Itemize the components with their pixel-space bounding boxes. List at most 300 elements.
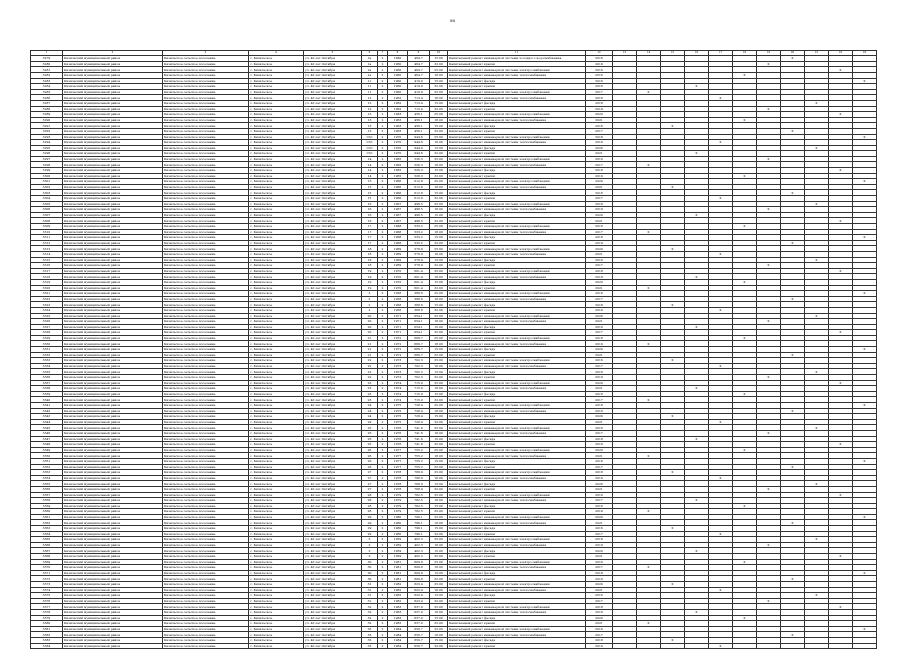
cell-year: 1960 [388,61,408,67]
cell-settlement: Кизильское сельское поселение [163,319,249,325]
cell-work: Капитальный ремонт фасада [448,391,586,397]
cell-share: 32.00 [430,442,448,448]
cell-floors: 2 [378,414,388,420]
cell-floors: 2 [378,408,388,414]
cell-year: 1975 [388,403,408,409]
cell-work: Капитальный ремонт инженерной системы электроснабжения [448,224,586,230]
cell-area: 713.4 [408,95,430,101]
cell-share: 15.00 [430,503,448,509]
cell-start: 2016 [586,84,613,90]
cell-share: 18.00 [430,386,448,392]
cell-share: 25.00 [430,582,448,588]
cell-work: Капитальный ремонт фасада [448,168,586,174]
cell-work: Капитальный ремонт инженерной системы электроснабжения [448,179,586,185]
cell-floors: 2 [378,246,388,252]
cell-start: 2021 [586,419,613,425]
cell-floors: 2 [378,229,388,235]
cell-area: 837.0 [408,609,430,615]
cell-district: Кизильский муниципальный район [63,430,163,436]
cell-flag [757,643,781,649]
cell-house: 22 [362,363,378,369]
cell-start: 2019 [586,643,613,649]
cell-house: 32 [362,609,378,615]
cell-start: 2020 [586,447,613,453]
cell-flag: X [733,503,757,509]
cell-id: 3367 [31,548,63,554]
cell-street: ул. 40 лет Октября [304,78,362,84]
cell-locality: с. Кизильское [249,576,304,582]
cell-flag: X [637,565,661,571]
cell-id: 3371 [31,570,63,576]
cell-house: 29 [362,531,378,537]
cell-year: 1982 [388,593,408,599]
cell-flag: X [757,375,781,381]
cell-house: 16 [362,212,378,218]
cell-start: 2019 [586,61,613,67]
cell-id: 3316 [31,263,63,269]
cell-share: 32.00 [430,61,448,67]
cell-work: Капитальный ремонт фасада [448,481,586,487]
header-cell: 19 [757,51,781,56]
cell-flag: X [829,604,853,610]
header-cell: 14 [637,51,661,56]
cell-year: 1982 [388,582,408,588]
cell-locality: с. Кизильское [249,531,304,537]
cell-work: Капитальный ремонт фасада [448,637,586,643]
cell-work: Капитальный ремонт фасада [448,78,586,84]
cell-id: 3309 [31,224,63,230]
cell-settlement: Кизильское сельское поселение [163,531,249,537]
cell-year: 1971 [388,330,408,336]
cell-floors: 2 [378,386,388,392]
cell-floors: 2 [378,285,388,291]
cell-street: ул. 40 лет Октября [304,89,362,95]
cell-floors: 2 [378,430,388,436]
cell-district: Кизильский муниципальный район [63,637,163,643]
cell-start: 2019 [586,609,613,615]
cell-share: 18.00 [430,341,448,347]
cell-district: Кизильский муниципальный район [63,514,163,520]
cell-house: 18 [362,263,378,269]
cell-share: 15.00 [430,257,448,263]
cell-district: Кизильский муниципальный район [63,257,163,263]
cell-locality: с. Кизильское [249,414,304,420]
cell-settlement: Кизильское сельское поселение [163,212,249,218]
cell-year: 1977 [388,458,408,464]
cell-id: 3324 [31,307,63,313]
cell-start: 2020 [586,414,613,420]
cell-street: ул. 40 лет Октября [304,554,362,560]
cell-house: 20 [362,313,378,319]
cell-district: Кизильский муниципальный район [63,335,163,341]
cell-work: Капитальный ремонт фасада [448,279,586,285]
cell-id: 3374 [31,587,63,593]
cell-floors: 2 [378,78,388,84]
cell-settlement: Кизильское сельское поселение [163,140,249,146]
cell-share: 32.00 [430,330,448,336]
cell-floors: 2 [378,184,388,190]
cell-locality: с. Кизильское [249,643,304,649]
cell-work: Капитальный ремонт фасада [448,123,586,129]
cell-flag: X [781,632,805,638]
cell-settlement: Кизильское сельское поселение [163,509,249,515]
cell-start: 2016 [586,626,613,632]
cell-street: ул. 40 лет Октября [304,240,362,246]
cell-street: ул. 40 лет Октября [304,207,362,213]
cell-floors: 2 [378,520,388,526]
cell-share: 25.00 [430,112,448,118]
cell-area: 741.6 [408,425,430,431]
cell-work: Капитальный ремонт инженерной системы электроснабжения [448,268,586,274]
cell-street: ул. 40 лет Октября [304,643,362,649]
cell-street: ул. 40 лет Октября [304,313,362,319]
cell-locality: с. Кизильское [249,123,304,129]
cell-street: ул. 40 лет Октября [304,212,362,218]
cell-house: 26 [362,447,378,453]
cell-share: 18.00 [430,542,448,548]
cell-work: Капитальный ремонт инженерной системы электроснабжения [448,89,586,95]
cell-settlement: Кизильское сельское поселение [163,526,249,532]
cell-area: 944.6 [408,140,430,146]
cell-street: ул. 40 лет Октября [304,458,362,464]
cell-start: 2016 [586,123,613,129]
cell-year: 1983 [388,609,408,615]
cell-flag: X [853,134,877,140]
cell-share: 15.00 [430,279,448,285]
cell-flag: X [829,380,853,386]
cell-work: Капитальный ремонт инженерной системы электроснабжения [448,470,586,476]
cell-share: 18.00 [430,408,448,414]
cell-locality: с. Кизильское [249,358,304,364]
cell-year: 1974 [388,386,408,392]
cell-start: 2019 [586,207,613,213]
cell-settlement: Кизильское сельское поселение [163,425,249,431]
cell-district: Кизильский муниципальный район [63,117,163,123]
cell-start: 2018 [586,268,613,274]
cell-district: Кизильский муниципальный район [63,425,163,431]
cell-house: 20 [362,324,378,330]
cell-locality: с. Кизильское [249,268,304,274]
cell-house: 24 [362,403,378,409]
cell-locality: с. Кизильское [249,582,304,588]
cell-work: Капитальный ремонт крыши [448,643,586,649]
cell-settlement: Кизильское сельское поселение [163,537,249,543]
cell-year: 1960 [388,72,408,78]
cell-district: Кизильский муниципальный район [63,576,163,582]
cell-district: Кизильский муниципальный район [63,246,163,252]
cell-year: 1976 [388,436,408,442]
cell-flag: X [805,257,829,263]
cell-share: 15.00 [430,145,448,151]
cell-floors: 2 [378,380,388,386]
cell-work: Капитальный ремонт инженерной системы электроснабжения [448,67,586,73]
cell-flag: X [637,341,661,347]
cell-share: 15.00 [430,212,448,218]
cell-district: Кизильский муниципальный район [63,224,163,230]
cell-settlement: Кизильское сельское поселение [163,156,249,162]
cell-settlement: Кизильское сельское поселение [163,386,249,392]
cell-street: ул. 40 лет Октября [304,190,362,196]
cell-floors: 2 [378,84,388,90]
cell-district: Кизильский муниципальный район [63,548,163,554]
cell-floors: 2 [378,134,388,140]
cell-house: 25 [362,430,378,436]
cell-share: 25.00 [430,470,448,476]
cell-house: 13 [362,123,378,129]
cell-flag: X [661,246,685,252]
cell-work: Капитальный ремонт инженерной системы электроснабжения [448,403,586,409]
cell-year: 1970 [388,140,408,146]
cell-floors: 2 [378,375,388,381]
cell-house: 22 [362,375,378,381]
cell-floors: 2 [378,240,388,246]
cell-house: 25 [362,442,378,448]
cell-floors: 2 [378,145,388,151]
cell-work: Капитальный ремонт инженерной системы теплоснабжения [448,363,586,369]
cell-id: 3289 [31,112,63,118]
cell-floors: 2 [378,279,388,285]
cell-street: ул. 40 лет Октября [304,251,362,257]
cell-floors: 2 [378,218,388,224]
header-cell: 21 [805,51,829,56]
cell-floors: 2 [378,67,388,73]
cell-settlement: Кизильское сельское поселение [163,358,249,364]
cell-locality: с. Кизильское [249,263,304,269]
cell-house: 33 [362,643,378,649]
cell-id: 3375 [31,593,63,599]
cell-house: 2 [362,302,378,308]
cell-street: ул. 40 лет Октября [304,615,362,621]
cell-area: 456.1 [408,128,430,134]
cell-district: Кизильский муниципальный район [63,643,163,649]
cell-year: 1969 [388,257,408,263]
cell-year: 1963 [388,117,408,123]
cell-share: 15.00 [430,78,448,84]
cell-area: 689.7 [408,347,430,353]
cell-start: 2020 [586,112,613,118]
cell-start: 2018 [586,436,613,442]
cell-flag: X [685,151,709,157]
cell-district: Кизильский муниципальный район [63,56,163,62]
cell-street: ул. 40 лет Октября [304,559,362,565]
cell-floors: 2 [378,503,388,509]
cell-share: 32.00 [430,486,448,492]
cell-house: 24 [362,414,378,420]
cell-settlement: Кизильское сельское поселение [163,84,249,90]
cell-start: 2019 [586,509,613,515]
cell-area: 782.5 [408,498,430,504]
cell-flag: X [829,268,853,274]
cell-locality: с. Кизильское [249,598,304,604]
cell-street: ул. 40 лет Октября [304,319,362,325]
cell-work: Капитальный ремонт фасада [448,235,586,241]
cell-flag: X [685,436,709,442]
cell-area: 388.6 [408,302,430,308]
cell-floors: 2 [378,403,388,409]
cell-flag: X [757,156,781,162]
cell-share: 25.00 [430,156,448,162]
cell-house: 28 [362,498,378,504]
cell-locality: с. Кизильское [249,302,304,308]
cell-house: 31 [362,582,378,588]
cell-district: Кизильский муниципальный район [63,604,163,610]
cell-locality: с. Кизильское [249,117,304,123]
cell-floors: 2 [378,162,388,168]
cell-year: 1967 [388,201,408,207]
cell-area: 796.1 [408,520,430,526]
cell-street: ул. 40 лет Октября [304,565,362,571]
cell-work: Капитальный ремонт фасада [448,436,586,442]
cell-settlement: Кизильское сельское поселение [163,442,249,448]
cell-id: 3311 [31,235,63,241]
cell-year: 1970 [388,268,408,274]
cell-settlement: Кизильское сельское поселение [163,375,249,381]
cell-start: 2021 [586,453,613,459]
cell-id: 3362 [31,520,63,526]
cell-year: 1970 [388,285,408,291]
cell-district: Кизильский муниципальный район [63,61,163,67]
cell-house: 29 [362,514,378,520]
cell-start: 2020 [586,347,613,353]
cell-locality: с. Кизильское [249,554,304,560]
cell-locality: с. Кизильское [249,369,304,375]
cell-flag: X [781,408,805,414]
cell-flag: X [685,609,709,615]
cell-flag: X [709,419,733,425]
cell-settlement: Кизильское сельское поселение [163,117,249,123]
cell-id: 3282 [31,72,63,78]
cell-id: 3369 [31,559,63,565]
cell-id: 3318 [31,274,63,280]
cell-id: 3361 [31,514,63,520]
cell-area: 612.8 [408,184,430,190]
cell-locality: с. Кизильское [249,61,304,67]
cell-area: 755.2 [408,458,430,464]
cell-share: 15.00 [430,458,448,464]
cell-area: 823.4 [408,587,430,593]
cell-share: 25.00 [430,537,448,543]
cell-district: Кизильский муниципальный район [63,486,163,492]
cell-start: 2017 [586,263,613,269]
cell-id: 3327 [31,324,63,330]
cell-start: 2017 [586,363,613,369]
cell-area: 728.4 [408,419,430,425]
cell-id: 3363 [31,526,63,532]
cell-settlement: Кизильское сельское поселение [163,207,249,213]
cell-start: 2020 [586,145,613,151]
cell-locality: с. Кизильское [249,486,304,492]
cell-work: Капитальный ремонт инженерной системы теплоснабжения [448,296,586,302]
cell-settlement: Кизильское сельское поселение [163,347,249,353]
cell-house: 23 [362,391,378,397]
cell-flag: X [853,235,877,241]
cell-id: 3307 [31,212,63,218]
cell-locality: с. Кизильское [249,570,304,576]
header-cell: 12 [586,51,613,56]
cell-locality: с. Кизильское [249,112,304,118]
cell-house: 15 [362,184,378,190]
cell-work: Капитальный ремонт инженерной системы теплоснабжения [448,408,586,414]
cell-house: 19 [362,285,378,291]
cell-area: 782.5 [408,509,430,515]
cell-district: Кизильский муниципальный район [63,106,163,112]
cell-year: 1958 [388,296,408,302]
cell-district: Кизильский муниципальный район [63,184,163,190]
cell-start: 2016 [586,492,613,498]
cell-house: 3 [362,554,378,560]
cell-year: 1973 [388,369,408,375]
cell-street: ул. 40 лет Октября [304,609,362,615]
cell-flag: X [733,224,757,230]
cell-id: 3352 [31,464,63,470]
cell-id: 3280 [31,61,63,67]
cell-year: 1979 [388,498,408,504]
cell-district: Кизильский муниципальный район [63,313,163,319]
cell-locality: с. Кизильское [249,218,304,224]
cell-district: Кизильский муниципальный район [63,319,163,325]
cell-floors: 2 [378,291,388,297]
cell-id: 3365 [31,537,63,543]
cell-year: 1983 [388,615,408,621]
cell-locality: с. Кизильское [249,313,304,319]
cell-year: 1958 [388,291,408,297]
cell-district: Кизильский муниципальный район [63,526,163,532]
cell-flag: X [733,72,757,78]
cell-area: 456.1 [408,117,430,123]
cell-settlement: Кизильское сельское поселение [163,576,249,582]
cell-id: 3334 [31,363,63,369]
cell-house: 11 [362,89,378,95]
cell-house: 17 [362,235,378,241]
cell-locality: с. Кизильское [249,375,304,381]
cell-floors: 2 [378,123,388,129]
cell-start: 2019 [586,140,613,146]
cell-work: Капитальный ремонт крыши [448,307,586,313]
cell-floors: 2 [378,212,388,218]
cell-area: 498.5 [408,218,430,224]
cell-year: 1968 [388,240,408,246]
cell-district: Кизильский муниципальный район [63,72,163,78]
cell-work: Капитальный ремонт инженерной системы электроснабжения [448,604,586,610]
cell-work: Капитальный ремонт инженерной системы теплоснабжения [448,319,586,325]
cell-share: 32.00 [430,352,448,358]
cell-street: ул. 40 лет Октября [304,229,362,235]
cell-share: 32.00 [430,263,448,269]
cell-flag: X [637,162,661,168]
cell-floors: 2 [378,117,388,123]
cell-area: 689.7 [408,341,430,347]
cell-year: 1965 [388,168,408,174]
cell-floors: 2 [378,542,388,548]
cell-work: Капитальный ремонт инженерной системы теплоснабжения [448,251,586,257]
cell-flag: X [757,486,781,492]
cell-district: Кизильский муниципальный район [63,123,163,129]
cell-house: 12 [362,106,378,112]
cell-settlement: Кизильское сельское поселение [163,145,249,151]
cell-house: 32 [362,615,378,621]
cell-flag: X [733,447,757,453]
cell-floors: 2 [378,128,388,134]
cell-district: Кизильский муниципальный район [63,279,163,285]
cell-flag: X [853,291,877,297]
cell-flag: X [757,319,781,325]
cell-house: 24 [362,419,378,425]
cell-settlement: Кизильское сельское поселение [163,218,249,224]
cell-share: 18.00 [430,72,448,78]
cell-year: 1978 [388,486,408,492]
cell-year: 1960 [388,67,408,73]
cell-start: 2017 [586,196,613,202]
